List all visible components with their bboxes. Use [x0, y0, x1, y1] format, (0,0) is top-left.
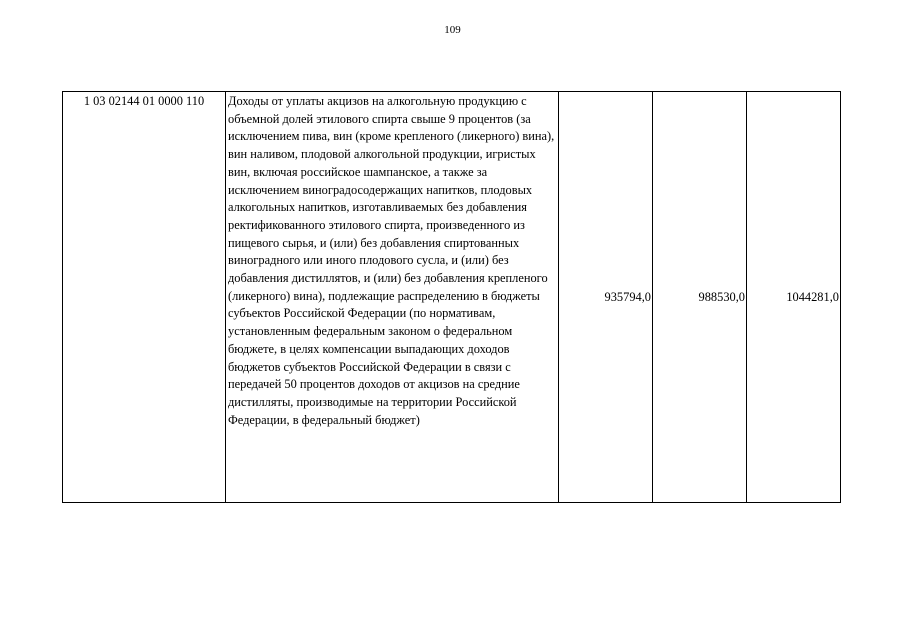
budget-revenue-table: [62, 91, 841, 503]
value-year-3-cell: 1044281,0: [747, 92, 841, 503]
page-number: 109: [444, 24, 461, 36]
table-row: [63, 92, 841, 503]
value-year-1-cell: 935794,0: [559, 92, 653, 503]
value-year-2-cell: 988530,0: [653, 92, 747, 503]
revenue-description-cell: Доходы от уплаты акцизов на алкогольную продукцию с объемной долей этилового спирта свыше 9 процентов (за исключением пива, вин (кроме крепленого (ликерного) вина), вин наливом, плодовой алкогольной продукции, игристых вин, включая российское шампанское, а также за исключением виноградосодержащих напитков, плодовых алкогольных напитков, изготавливаемых без добавления ректификованного этилового спирта, произведенного из пищевого сырья, и (или) без добавления спиртованных виноградного или иного плодового сусла, и (или) без добавления дистиллятов, и (или) без добавления крепленого (ликерного) вина), подлежащие распределению в бюджеты субъектов Российской Федерации (по нормативам, установленным федеральным законом о федеральном бюджете, в целях компенсации выпадающих доходов бюджетов субъектов Российской Федерации в связи с передачей 50 процентов доходов от акцизов на средние дистилляты, производимые на территории Российской Федерации, в федеральный бюджет): [226, 92, 559, 503]
revenue-code-cell: 1 03 02144 01 0000 110: [63, 92, 226, 503]
